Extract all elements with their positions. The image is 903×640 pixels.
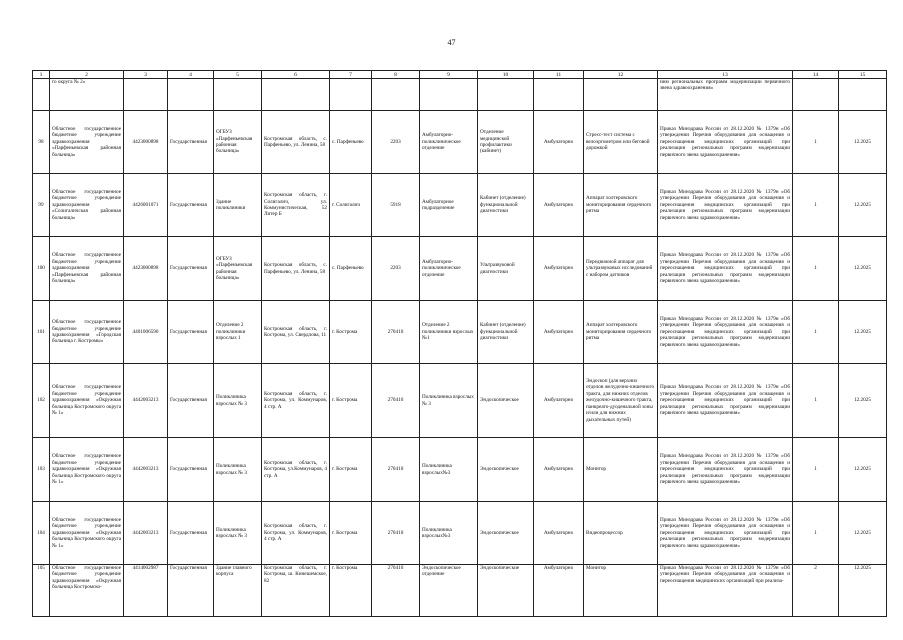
equipment-cell: Передвижной аппарат для ультразвуковых исследований с набором датчиков xyxy=(584,237,658,301)
code-cell: 270410 xyxy=(372,364,420,438)
settlement-cell: г. Кострома xyxy=(330,502,372,565)
building-cell: Отделение 2 поликлиники взрослых 1 xyxy=(214,301,262,364)
inn-cell: 4442003213 xyxy=(124,502,168,565)
equipment-cell: Стресс-тест система с велоэргометром или беговой дорожкой xyxy=(584,111,658,174)
column-number: 6 xyxy=(262,71,330,79)
settlement-cell: г. Солигалич xyxy=(330,174,372,237)
equipment-table xyxy=(32,70,887,617)
row-number-cell: 104 xyxy=(33,502,50,565)
org-name-cell: Областное государственное бюджетное учреждение здравоохранения «Парфеньевская районная больница» xyxy=(50,237,124,301)
code-cell: 270410 xyxy=(372,565,420,617)
building-cell: Поликлиника взрослых № 3 xyxy=(214,502,262,565)
quantity-cell: 1 xyxy=(793,237,839,301)
column-number: 12 xyxy=(584,71,658,79)
org-name-cell: Областное государственное бюджетное учреждение здравоохранения «Окружная больница Костромского округа № 1» xyxy=(50,364,124,438)
inn-cell: 4423000898 xyxy=(124,111,168,174)
table-row xyxy=(33,111,887,174)
ownership-cell: Государственная xyxy=(168,174,214,237)
address-cell: Костромская область, г. Кострома, ул. Свердлова, 11 xyxy=(262,301,330,364)
date-cell: 12.2025 xyxy=(839,111,887,174)
ownership-cell: Государственная xyxy=(168,565,214,617)
column-number: 14 xyxy=(793,71,839,79)
quantity-cell: 1 xyxy=(793,174,839,237)
department-cell: Эндоскопическое xyxy=(478,364,534,438)
table-row xyxy=(33,174,887,237)
basis-cell: Приказ Минздрава России от 28.12.2020 № 1379н «Об утверждении Перечня оборудования для оснащения и переоснащения медицинских организаций при реализации региональных программ модернизации первичного звена здравоохранения» xyxy=(658,502,793,565)
column-number: 2 xyxy=(50,71,124,79)
page-number: 47 xyxy=(447,38,456,47)
unit-cell: Отделение 2 поликлиники взрослых №1 xyxy=(420,301,478,364)
building-cell: Здание главного корпуса xyxy=(214,565,262,617)
basis-cell: Приказ Минздрава России от 28.12.2020 № 1379н «Об утверждении Перечня оборудования для оснащения и переоснащения медицинских организаций при реализации региональных программ модернизации первичного звена здравоохранения» xyxy=(658,438,793,502)
inn-cell: 4442003213 xyxy=(124,438,168,502)
building-cell: ОГБУЗ «Парфеньевская районная больница» xyxy=(214,237,262,301)
inn-cell: 4442003213 xyxy=(124,364,168,438)
table-row xyxy=(33,502,887,565)
basis-cell: Приказ Минздрава России от 28.12.2020 № 1379н «Об утверждении Перечня оборудования для оснащения и переоснащения медицинских организаций при реализации региональных программ модернизации первичного звена здравоохранения» xyxy=(658,174,793,237)
basis-cell: Приказ Минздрава России от 28.12.2020 № 1379н «Об утверждении Перечня оборудования для оснащения и переоснащения медицинских организаций при реализации региональных программ модернизации первичного звена здравоохранения» xyxy=(658,301,793,364)
settlement-cell: г. Кострома xyxy=(330,301,372,364)
department-cell: Эндоскопическое xyxy=(478,502,534,565)
continuation-row xyxy=(33,79,887,111)
column-number: 11 xyxy=(534,71,584,79)
department-cell: Кабинет (отделение) функциональной диагностики xyxy=(478,174,534,237)
address-cell: Костромская область, г. Солигалич, ул. Коммунистическая, 52 Литер Б xyxy=(262,174,330,237)
equipment-cell: Аппарат холтеровского мониторирования сердечного ритма xyxy=(584,301,658,364)
ownership-cell: Государственная xyxy=(168,237,214,301)
building-cell: Здание поликлиники xyxy=(214,174,262,237)
date-cell: 12.2025 xyxy=(839,301,887,364)
table-row xyxy=(33,301,887,364)
date-cell: 12.2025 xyxy=(839,438,887,502)
address-cell: Костромская область, г. Кострома, ул. Коммунаров, 4 стр. А xyxy=(262,364,330,438)
ownership-cell: Государственная xyxy=(168,111,214,174)
row-number-cell: 105 xyxy=(33,565,50,617)
row-number-cell: 100 xyxy=(33,237,50,301)
care-type-cell: Амбулаторно xyxy=(534,502,584,565)
settlement-cell: г. Кострома xyxy=(330,565,372,617)
care-type-cell: Амбулаторно xyxy=(534,565,584,617)
address-cell: Костромская область, г. Кострома, ул. Коммунаров, 4 стр. А xyxy=(262,502,330,565)
unit-cell: Амбулаторное подразделение xyxy=(420,174,478,237)
table-row xyxy=(33,237,887,301)
column-number: 13 xyxy=(658,71,793,79)
equipment-cell: Эндоскоп (для верхних отделов желудочно-кишечного тракта, для нижних отделов желудочно-кишечного тракта, панкреато-дуоденальной зоны и/или для нижних дыхательных путей) xyxy=(584,364,658,438)
ownership-cell: Государственная xyxy=(168,438,214,502)
org-name-cell: го округа № 2» xyxy=(50,79,124,111)
org-name-cell: Областное государственное бюджетное учреждение здравоохранения «Солигаличская районная больница» xyxy=(50,174,124,237)
ownership-cell: Государственная xyxy=(168,364,214,438)
table-row xyxy=(33,364,887,438)
quantity-cell: 1 xyxy=(793,438,839,502)
building-cell: ОГБУЗ «Парфеньевская районная больница» xyxy=(214,111,262,174)
quantity-cell: 1 xyxy=(793,111,839,174)
table-row xyxy=(33,565,887,617)
column-number: 5 xyxy=(214,71,262,79)
column-number: 7 xyxy=(330,71,372,79)
column-number: 1 xyxy=(33,71,50,79)
unit-cell: Поликлиника взрослых№3 xyxy=(420,438,478,502)
code-cell: 270410 xyxy=(372,438,420,502)
quantity-cell: 2 xyxy=(793,565,839,617)
address-cell: Костромская область, г. Кострома, ул.Коммунаров, 4 стр. А xyxy=(262,438,330,502)
equipment-cell: Аппарат холтеровского мониторирования сердечного ритма xyxy=(584,174,658,237)
address-cell: Костромская область, г. Кострома, ш. Кинешемское, 82 xyxy=(262,565,330,617)
address-cell: Костромская область, с. Парфеньево, ул. Ленина, 58 xyxy=(262,111,330,174)
inn-cell: 4426001071 xyxy=(124,174,168,237)
ownership-cell: Государственная xyxy=(168,502,214,565)
building-cell: Поликлиника взрослых № 3 xyxy=(214,438,262,502)
row-number-cell: 99 xyxy=(33,174,50,237)
department-cell: Эндоскопическое xyxy=(478,438,534,502)
column-number: 8 xyxy=(372,71,420,79)
date-cell: 12.2025 xyxy=(839,565,887,617)
unit-cell: Амбулаторно-поликлиническое отделение xyxy=(420,111,478,174)
org-name-cell: Областное государственное бюджетное учреждение здравоохранения «Парфеньевская районная больница» xyxy=(50,111,124,174)
org-name-cell: Областное государственное бюджетное учреждение здравоохранения «Городская больница г. Костромы» xyxy=(50,301,124,364)
code-cell: 270410 xyxy=(372,502,420,565)
basis-cell: ним региональных программ модернизации первичного звена здравоохранения» xyxy=(658,79,793,111)
date-cell: 12.2025 xyxy=(839,174,887,237)
care-type-cell: Амбулаторно xyxy=(534,174,584,237)
equipment-cell: Монитор xyxy=(584,565,658,617)
care-type-cell: Амбулаторно xyxy=(534,364,584,438)
address-cell: Костромская область, с. Парфеньево, ул. Ленина, 58 xyxy=(262,237,330,301)
equipment-cell: Монитор xyxy=(584,438,658,502)
column-number: 4 xyxy=(168,71,214,79)
unit-cell: Эндоскопическое отделение xyxy=(420,565,478,617)
settlement-cell: г. Кострома xyxy=(330,438,372,502)
code-cell: 2203 xyxy=(372,237,420,301)
quantity-cell: 1 xyxy=(793,301,839,364)
date-cell: 12.2025 xyxy=(839,502,887,565)
column-number: 9 xyxy=(420,71,478,79)
row-number-cell: 98 xyxy=(33,111,50,174)
basis-cell: Приказ Минздрава России от 28.12.2020 № 1379н «Об утверждении Перечня оборудования для оснащения и переоснащения медицинских организаций при реализации региональных программ модернизации первичного звена здравоохранения» xyxy=(658,111,793,174)
care-type-cell: Амбулаторно xyxy=(534,301,584,364)
date-cell: 12.2025 xyxy=(839,237,887,301)
inn-cell: 4414002987 xyxy=(124,565,168,617)
unit-cell: Поликлиника взрослых № 3 xyxy=(420,364,478,438)
table-row xyxy=(33,438,887,502)
org-name-cell: Областное государственное бюджетное учреждение здравоохранения «Окружная больница Костромского округа № 1» xyxy=(50,502,124,565)
care-type-cell: Амбулаторно xyxy=(534,111,584,174)
inn-cell: 4401006590 xyxy=(124,301,168,364)
settlement-cell: с. Парфеньево xyxy=(330,111,372,174)
department-cell: Эндоскопические xyxy=(478,565,534,617)
unit-cell: Поликлиника взрослых№3 xyxy=(420,502,478,565)
department-cell: Ультразвуковой диагностики xyxy=(478,237,534,301)
basis-cell: Приказ Минздрава России от 28.12.2020 № 1379н «Об утверждении Перечня оборудования для оснащения и переоснащения медицинских организаций при реализации региональных программ модернизации первичного звена здравоохранения» xyxy=(658,364,793,438)
unit-cell: Амбулаторно-поликлиническое отделение xyxy=(420,237,478,301)
org-name-cell: Областное государственное бюджетное учреждение здравоохранения «Окружная больница Костромско- xyxy=(50,565,124,617)
date-cell: 12.2025 xyxy=(839,364,887,438)
row-number-cell: 103 xyxy=(33,438,50,502)
quantity-cell: 1 xyxy=(793,364,839,438)
building-cell: Поликлиника взрослых № 3 xyxy=(214,364,262,438)
ownership-cell: Государственная xyxy=(168,301,214,364)
department-cell: Кабинет (отделение) функциональной диагностики xyxy=(478,301,534,364)
care-type-cell: Амбулаторно xyxy=(534,438,584,502)
inn-cell: 4423000898 xyxy=(124,237,168,301)
column-number-row xyxy=(33,71,887,79)
code-cell: 270410 xyxy=(372,301,420,364)
code-cell: 2203 xyxy=(372,111,420,174)
settlement-cell: с. Парфеньево xyxy=(330,237,372,301)
org-name-cell: Областное государственное бюджетное учреждение здравоохранения «Окружная больница Костромского округа № 1» xyxy=(50,438,124,502)
department-cell: Отделение медицинской профилактики (кабинет) xyxy=(478,111,534,174)
column-number: 10 xyxy=(478,71,534,79)
quantity-cell: 1 xyxy=(793,502,839,565)
basis-cell: Приказ Минздрава России от 28.12.2020 № 1379н «Об утверждении Перечня оборудования для оснащения и переоснащения медицинских организаций при реализа- xyxy=(658,565,793,617)
equipment-cell: Видеопроцессор xyxy=(584,502,658,565)
column-number: 3 xyxy=(124,71,168,79)
row-number-cell: 102 xyxy=(33,364,50,438)
row-number-cell: 101 xyxy=(33,301,50,364)
code-cell: 5918 xyxy=(372,174,420,237)
column-number: 15 xyxy=(839,71,887,79)
care-type-cell: Амбулаторно xyxy=(534,237,584,301)
basis-cell: Приказ Минздрава России от 28.12.2020 № 1379н «Об утверждении Перечня оборудования для оснащения и переоснащения медицинских организаций при реализации региональных программ модернизации первичного звена здравоохранения» xyxy=(658,237,793,301)
settlement-cell: г. Кострома xyxy=(330,364,372,438)
